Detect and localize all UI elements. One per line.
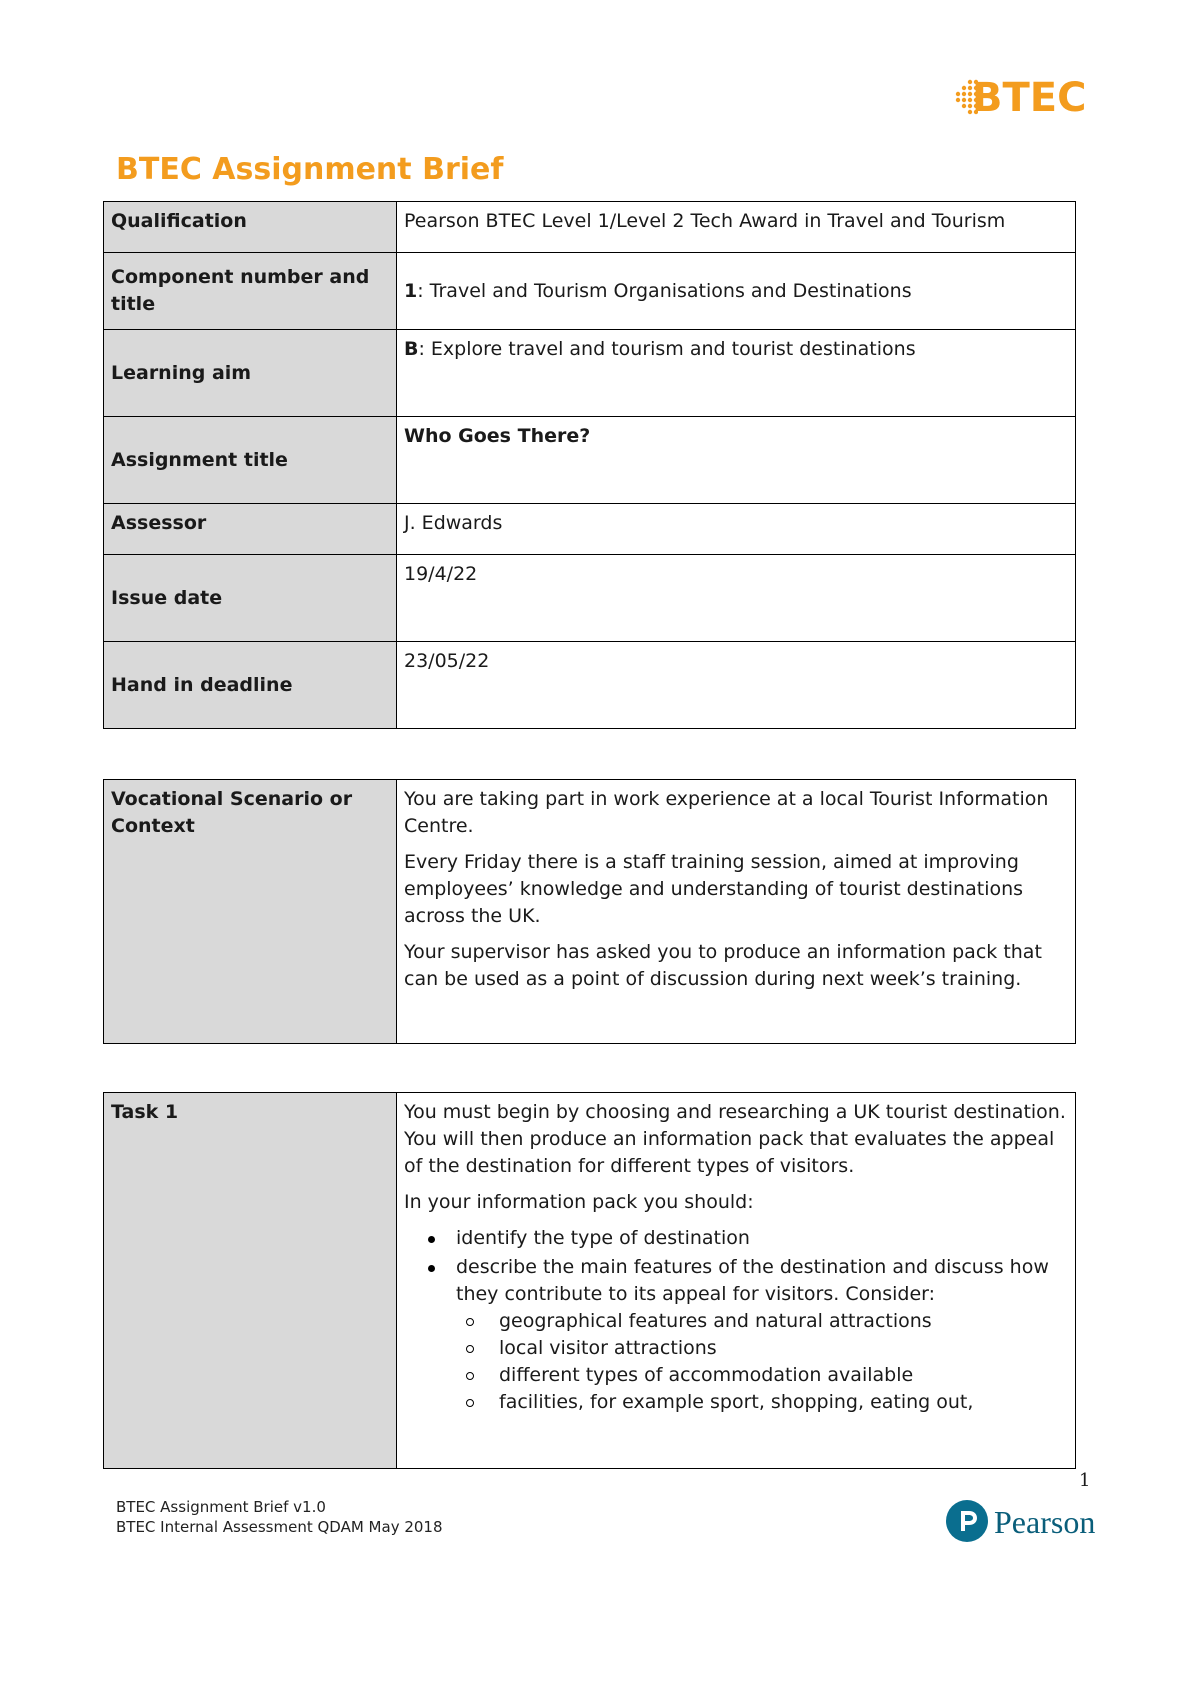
component-number: 1 — [404, 279, 418, 302]
bullet-icon — [428, 1236, 435, 1243]
assignment-title-label: Assignment title — [104, 417, 397, 504]
table-row — [104, 417, 1076, 504]
scenario-label: Vocational Scenario or Context — [104, 780, 397, 1044]
qualification-label: Qualification — [104, 202, 397, 253]
pearson-logo-text: Pearson — [994, 1504, 1096, 1540]
btec-logo-text: BTEC — [972, 75, 1087, 121]
sub-bullet-text: facilities, for example sport, shopping, eating out, — [499, 1391, 974, 1413]
footer-line: BTEC Assignment Brief v1.0 — [116, 1498, 326, 1516]
bullet-text: identify the type of destination — [456, 1227, 750, 1249]
task-sub-list — [456, 1308, 1068, 1416]
scenario-content — [397, 780, 1076, 1044]
list-item — [404, 1225, 1068, 1252]
scenario-paragraph: You are taking part in work experience at a local Tourist Information Centre. — [404, 788, 1049, 837]
component-title: : Travel and Tourism Organisations and Destinations — [417, 279, 912, 302]
circle-bullet-icon — [466, 1372, 474, 1380]
table-row — [104, 780, 1076, 1044]
footer-line: BTEC Internal Assessment QDAM May 2018 — [116, 1518, 443, 1536]
component-label: Component number and title — [104, 253, 397, 330]
list-item — [456, 1308, 1068, 1335]
table-row — [104, 1093, 1076, 1469]
task-content — [397, 1093, 1076, 1469]
list-item — [456, 1362, 1068, 1389]
btec-logo — [950, 72, 1102, 124]
scenario-table — [103, 779, 1076, 1044]
assessor-label: Assessor — [104, 504, 397, 555]
learning-aim-letter: B — [404, 338, 419, 360]
task-paragraph: In your information pack you should: — [404, 1191, 754, 1213]
table-row — [104, 253, 1076, 330]
component-value — [397, 253, 1076, 330]
circle-bullet-icon — [466, 1345, 474, 1353]
deadline-label: Hand in deadline — [104, 642, 397, 729]
learning-aim-value — [397, 330, 1076, 417]
sub-bullet-text: local visitor attractions — [499, 1337, 717, 1359]
list-item — [456, 1389, 1068, 1416]
page-title: BTEC Assignment Brief — [116, 152, 504, 187]
assignment-title-value: Who Goes There? — [397, 417, 1076, 504]
pearson-logo — [946, 1500, 1106, 1550]
page-number: 1 — [1079, 1470, 1091, 1491]
list-item — [456, 1335, 1068, 1362]
bullet-icon — [428, 1265, 435, 1272]
table-row — [104, 504, 1076, 555]
issue-date-label: Issue date — [104, 555, 397, 642]
circle-bullet-icon — [466, 1399, 474, 1407]
learning-aim-label: Learning aim — [104, 330, 397, 417]
footer-text — [116, 1497, 443, 1537]
table-row — [104, 330, 1076, 417]
task-paragraph: You must begin by choosing and researching a UK tourist destination. You will then produce an information pack that evaluates the appeal of the destination for different types of visitors. — [404, 1101, 1066, 1177]
assignment-info-table — [103, 201, 1076, 729]
pearson-p-glyph-icon — [946, 1500, 988, 1542]
table-row — [104, 642, 1076, 729]
deadline-value: 23/05/22 — [397, 642, 1076, 729]
list-item — [404, 1254, 1068, 1416]
learning-aim-text: : Explore travel and tourism and tourist destinations — [418, 338, 916, 360]
sub-bullet-text: geographical features and natural attractions — [499, 1310, 932, 1332]
table-row — [104, 202, 1076, 253]
qualification-value: Pearson BTEC Level 1/Level 2 Tech Award in Travel and Tourism — [397, 202, 1076, 253]
pearson-p-icon — [946, 1500, 988, 1542]
sub-bullet-text: different types of accommodation available — [499, 1364, 914, 1386]
task-bullet-list — [404, 1225, 1068, 1416]
task-table — [103, 1092, 1076, 1469]
assessor-value: J. Edwards — [397, 504, 1076, 555]
issue-date-value: 19/4/22 — [397, 555, 1076, 642]
bullet-text: describe the main features of the destination and discuss how they contribute to its appeal for visitors. Consider: — [456, 1256, 1049, 1305]
circle-bullet-icon — [466, 1318, 474, 1326]
scenario-paragraph: Every Friday there is a staff training session, aimed at improving employees’ knowledge and understanding of tourist destinations across the UK. — [404, 851, 1024, 927]
scenario-paragraph: Your supervisor has asked you to produce an information pack that can be used as a point of discussion during next week’s training. — [404, 941, 1042, 990]
task-label: Task 1 — [104, 1093, 397, 1469]
table-row — [104, 555, 1076, 642]
